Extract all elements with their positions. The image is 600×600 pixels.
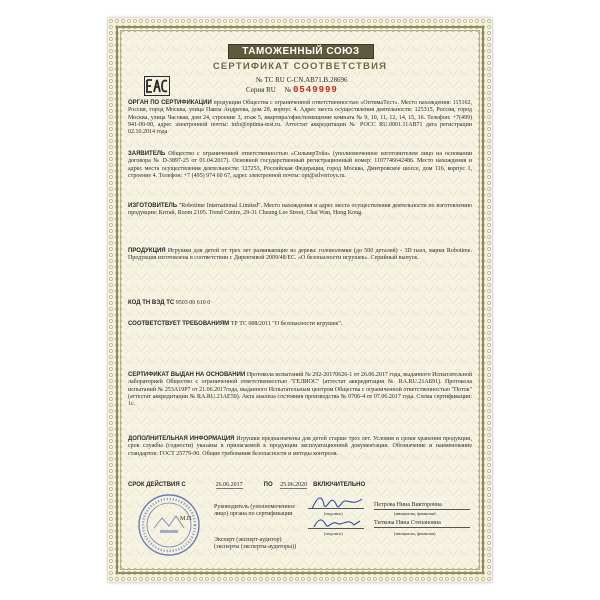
basis-text: Протокола испытаний № 292-20170626-1 от 26.06.2017 года, выданного Испытательной лабораторией Общество с ограниченной ответственностью "ГЕЛИОС" (аттестат аккредитации № RA.RU.21АБ91). Протокола испытаний № 253А19Р7 от 21.06.2017года, выданного Испытательным центром Общества с ограниченной ответственностью "Поток" (аттестат аккредитации № RA.RU.21АЕ59). Акта анализа состояния производства № 0706-4 от 07.06.2017 года. Схема сертификации: 1с. (128, 372, 473, 408)
serial-number: 0549999 (293, 85, 338, 95)
section-applicant (128, 151, 472, 180)
serial-prefix: № (284, 86, 292, 94)
mp-mark: М.П. (180, 516, 193, 522)
expert-init-sub: (инициалы, фамилия) (394, 531, 436, 536)
validity-to: 25.06.2020 (280, 482, 308, 488)
validity-from: 26.06.2017 (215, 482, 243, 488)
additional-text: Игрушки предназначены для детей старше трех лет. Условия и сроки хранения продукции, срок службы (годности) указаны в прилагаемой к продукции эксплуатационной документации. Обозначение и наименование стандартов: ГОСТ 25779-90. Общие требования безопасности и методы контроля. (128, 436, 472, 457)
manufacturer-text: "Robotime International Limited". Место нахождения и адрес места осуществления деятельности по изготовлению продукции: Китай, Room 2105. Trend Centre, 29-31 Cheung Lee Street, Chai Wan, Hong Kong. (128, 203, 473, 217)
manufacturer-label: ИЗГОТОВИТЕЛЬ (128, 203, 178, 209)
expert-label-line-2: (эксперты (эксперты-аудиторы)) (214, 544, 297, 550)
round-stamp (136, 492, 202, 558)
certificate-content (128, 38, 472, 562)
series-line (246, 87, 338, 94)
applicant-label: ЗАЯВИТЕЛЬ (128, 151, 166, 157)
head-label-line-1: Руководитель (уполномоченное (214, 504, 296, 510)
registration-number (256, 77, 347, 84)
product-text: Игрушки для детей от трех лет развивающие из дерева: головоломки (до 500 деталей) - 3D пазл, марки Robotime. Продукция изготовлена в соответствии с Директивой 2009/48/ЕС. «О безопасности игрушек». Серийный выпуск. (128, 248, 472, 262)
section-basis (128, 372, 472, 408)
section-requirements (128, 321, 472, 328)
expert-label-line-1: Эксперт (эксперт-аудитор) (214, 537, 282, 543)
customs-union-banner: ТАМОЖЕННЫЙ СОЮЗ (228, 44, 374, 59)
head-init-sub: (инициалы, фамилия) (394, 511, 436, 516)
validity-to-label: ПО (263, 482, 273, 488)
expert-label (214, 537, 310, 551)
reg-label: № ТС (256, 76, 274, 84)
hs-code-value: 9503 00 610 0 (175, 300, 211, 306)
basis-label: СЕРТИФИКАТ ВЫДАН НА ОСНОВАНИИ (128, 372, 246, 378)
validity-label: СРОК ДЕЙСТВИЯ С (128, 482, 186, 488)
expert-sig-sub: (подпись) (324, 531, 343, 536)
series-label: Серия RU (246, 86, 276, 94)
applicant-text: Общество с ограниченной ответственностью «СильверТойз» (уполномоченное изготовителем лицо на основании договора № D-3897-25 от 01.04.2017). Основной государственный регистрационный номер: 1107746642486. Место нахождения и адрес места осуществления деятельности: 127253, Российская Федерация, город Москва, Дмитровское шоссе, дом 116, корпус 1, строение 4. Телефон: +7 (495) 974 60 67, адрес электронной почты: opt@silvertoys.ru. (128, 151, 473, 179)
head-label (214, 504, 304, 518)
section-organ (128, 100, 472, 136)
certificate-title: СЕРТИФИКАТ СООТВЕТСТВИЯ (212, 61, 388, 72)
hs-code-label: КОД ТН ВЭД ТС (128, 300, 175, 306)
head-sig-sub: (подпись) (324, 511, 343, 516)
certificate-sheet (108, 18, 492, 582)
section-hs-code (128, 300, 472, 307)
section-additional (128, 436, 472, 458)
requirements-value: ТР ТС 008/2011 "О безопасности игрушек". (230, 321, 343, 327)
section-product (128, 248, 472, 263)
requirements-label: СООТВЕТСТВУЕТ ТРЕБОВАНИЯМ (128, 321, 230, 327)
additional-label: ДОПОЛНИТЕЛЬНАЯ ИНФОРМАЦИЯ (128, 436, 235, 442)
head-label-line-2: лицо) органа по сертификации (214, 511, 293, 517)
reg-value: RU C-CN.АВ71.В.28696 (275, 76, 348, 84)
head-name: Петрова Нина Викторовна (374, 502, 470, 510)
section-validity (128, 482, 472, 489)
expert-name: Титкова Нина Степановна (374, 520, 470, 528)
validity-suffix: ВКЛЮЧИТЕЛЬНО (313, 482, 366, 488)
product-label: ПРОДУКЦИЯ (128, 248, 166, 254)
organ-label: ОРГАН ПО СЕРТИФИКАЦИИ (128, 100, 212, 106)
section-manufacturer (128, 203, 472, 218)
organ-text: продукции Общества с ограниченной ответственностью «ОптимаТест». Место нахождения: 115162, Россия, город Москва, улица Павла Андреева, дом 28, корпус 4. Адрес места осуществления деятельности: 125315, Россия, город Москва, улица Часовая, дом 24, строение 3, этаж 5, квартира/офис/помещение комната № 9, 10, 11, 12, 14, 15, 16. Телефон: +7(499) 941-00-90, адрес электронной почты: info@optima-test.ru. Аттестат аккредитации № РОСС RU.0001.11АВ71 дата регистрации 02.10.2014 года (128, 100, 473, 136)
eac-logo (144, 76, 170, 96)
